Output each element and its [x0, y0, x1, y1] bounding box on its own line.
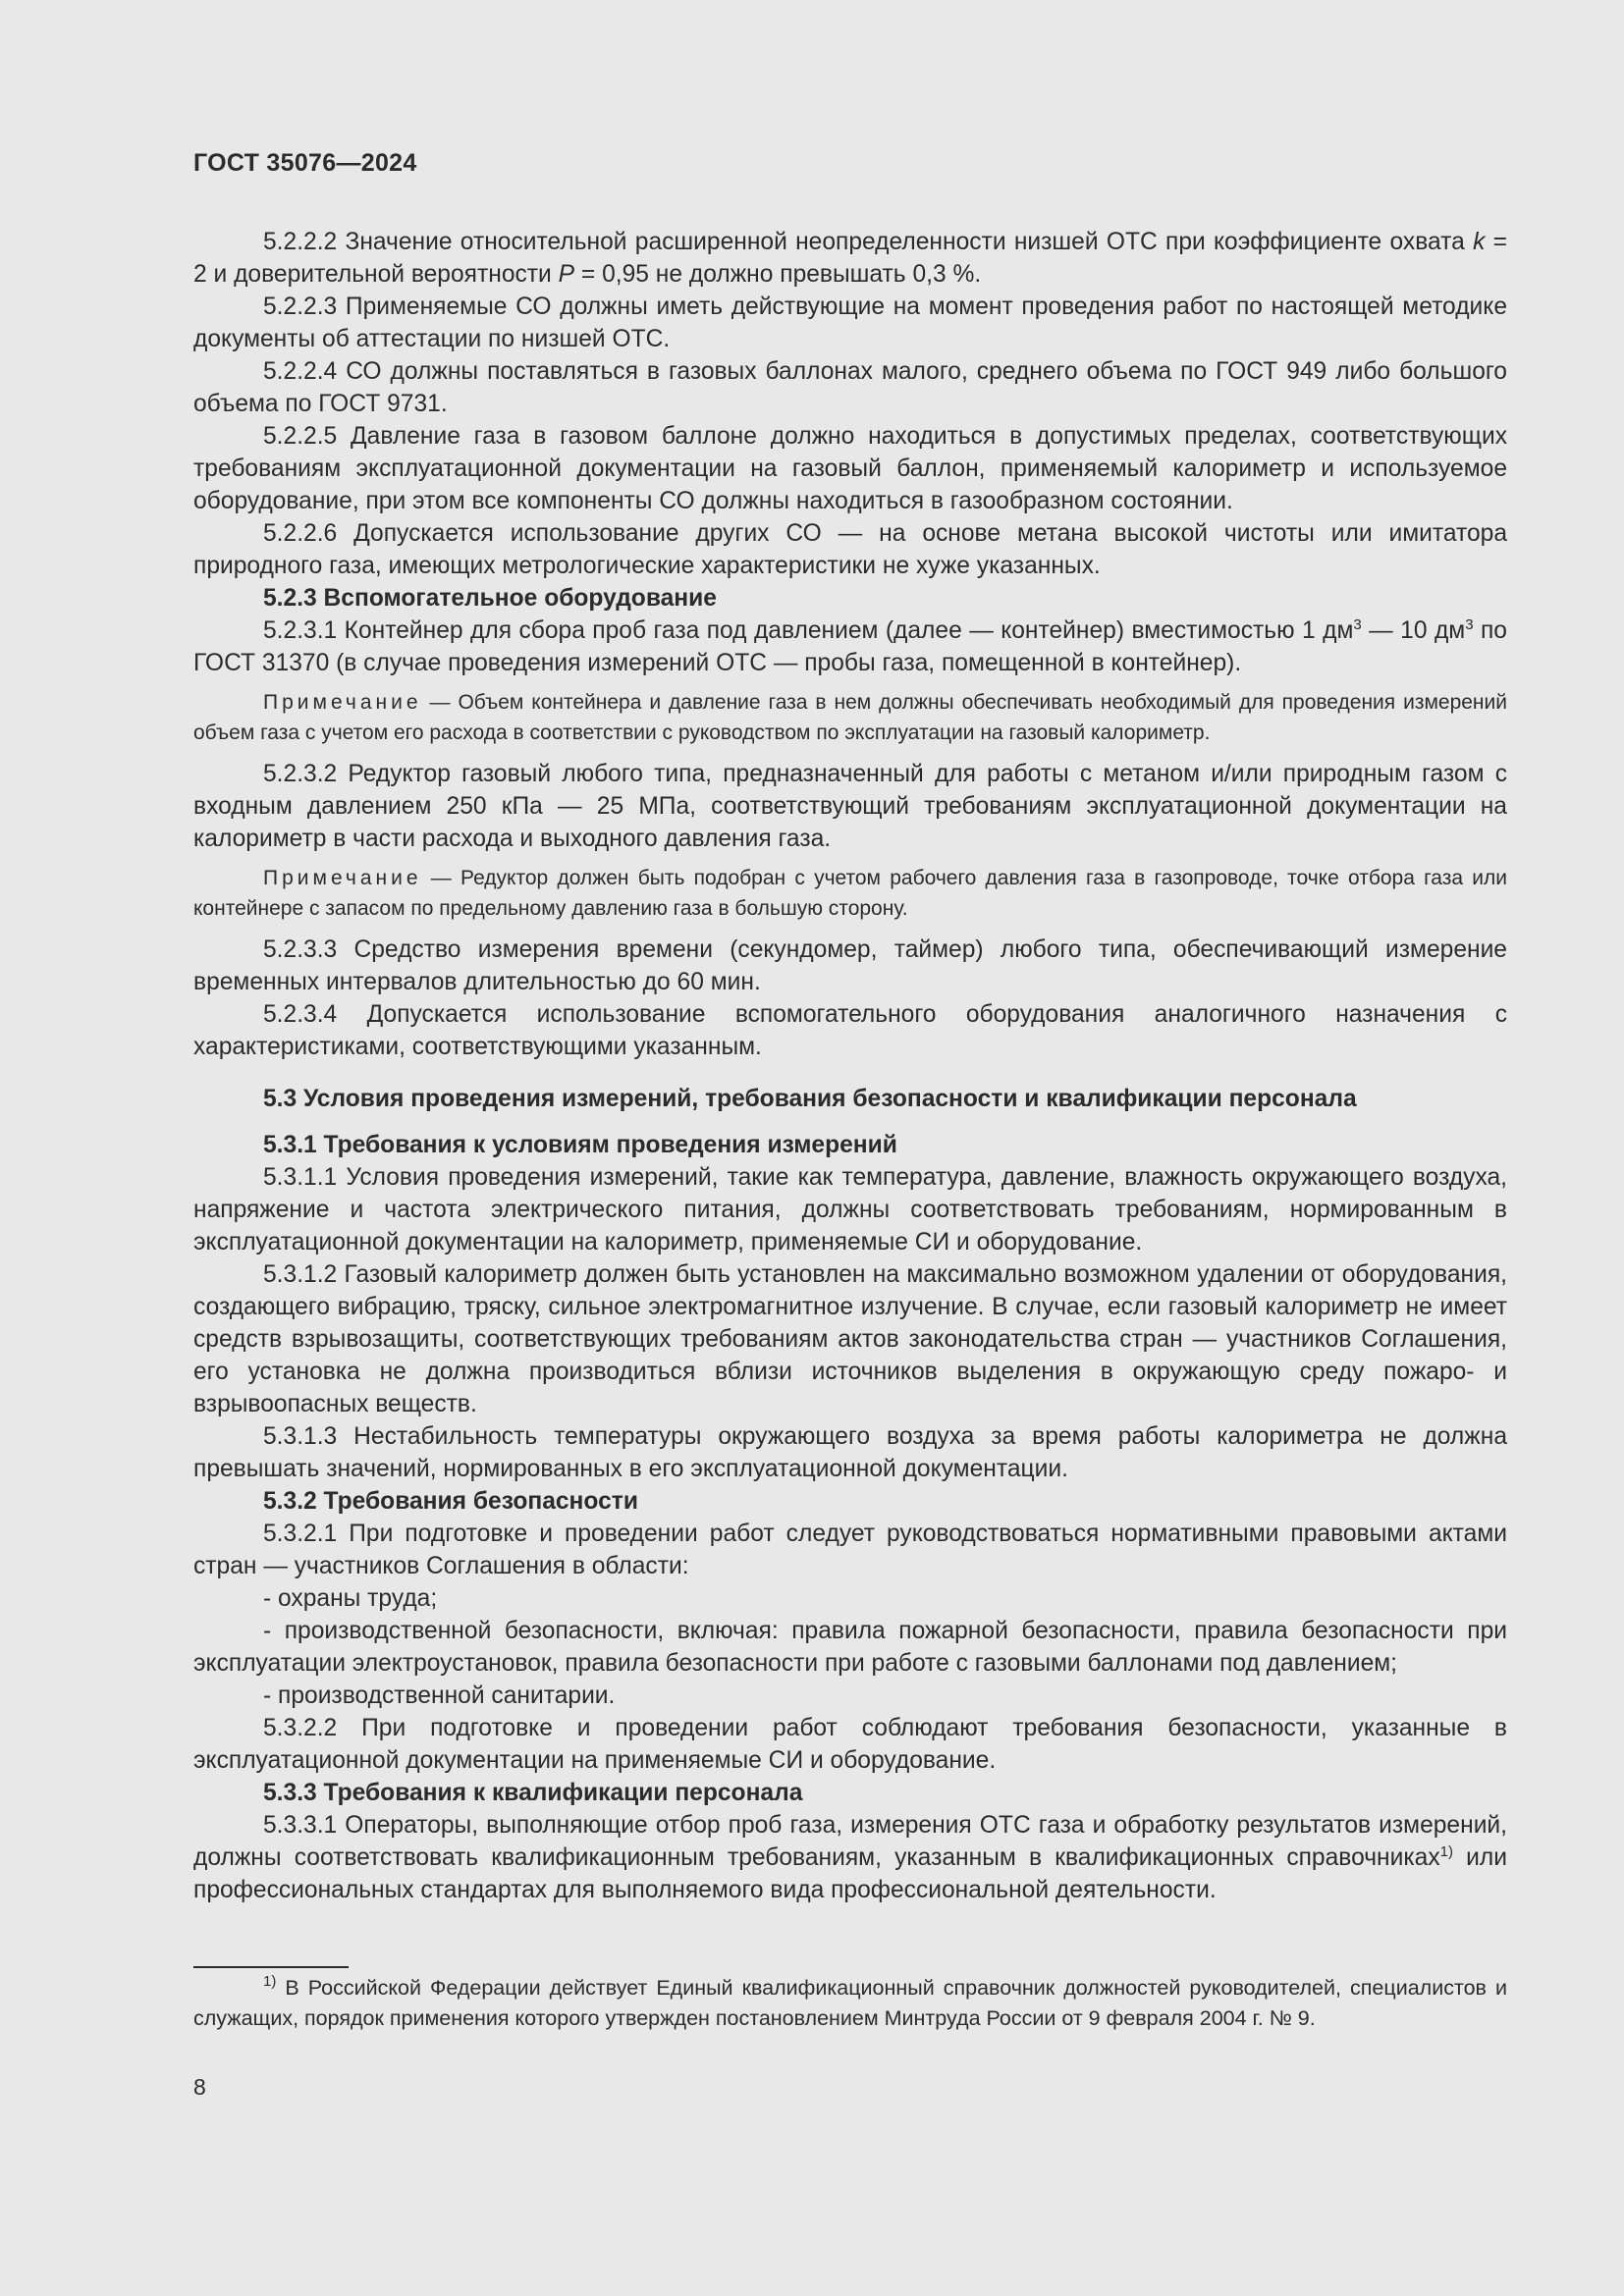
note-reducer — [193, 863, 1507, 924]
paragraph-5-3-1-2: 5.3.1.2 Газовый калориметр должен быть установлен на максимально возможном удалении от оборудования, создающего вибрацию, тряску, сильное электромагнитное излучение. В случае, если газовый калориметр не имеет средств взрывозащиты, соответствующих требованиям актов законодательства стран — участников Соглашения, его установка не должна производиться вблизи источников выделения в окружающую среду пожаро- и взрывоопасных веществ. — [193, 1261, 1507, 1417]
footnote-text: В Российской Федерации действует Единый квалификационный справочник должностей руководителей, специалистов и служащих, порядок применения которого утвержден постановлением Минтруда России от 9 февраля 2004 г. № 9. — [193, 1976, 1507, 2030]
list-item: - производственной санитарии. — [263, 1682, 616, 1709]
paragraph-text: = 2 и доверительной вероятности — [193, 229, 1507, 288]
page-number: 8 — [193, 2074, 206, 2100]
paragraph-5-2-2-2 — [193, 226, 1507, 291]
list-item: - охраны труда; — [263, 1585, 438, 1612]
paragraph-text: или профессиональных стандартах для выполняемого вида профессиональной деятельности. — [193, 1844, 1507, 1903]
note-label: Примечание — [263, 867, 422, 889]
paragraph-text: по ГОСТ 31370 (в случае проведения измерений ОТС — пробы газа, помещенной в контейнер). — [193, 617, 1507, 676]
paragraph-5-3-2-1: 5.3.2.1 При подготовке и проведении работ следует руководствоваться нормативными правовыми актами стран — участников Соглашения в области: — [193, 1521, 1507, 1579]
document-header: ГОСТ 35076—2024 — [193, 149, 417, 177]
superscript: 3 — [1353, 616, 1362, 633]
paragraph-text: — 10 дм — [1361, 617, 1466, 644]
heading-5-3-1: 5.3.1 Требования к условиям проведения измерений — [263, 1132, 897, 1158]
footnote-reference: 1) — [1439, 1843, 1453, 1860]
footnote — [193, 1973, 1507, 2034]
symbol-p: P — [558, 261, 575, 288]
paragraph-5-2-3-2: 5.2.3.2 Редуктор газовый любого типа, предназначенный для работы с метаном и/или природным газом с входным давлением 250 кПа — 25 МПа, соответствующий требованиям эксплуатационной документации на калориметр в части расхода и выходного давления газа. — [193, 761, 1507, 852]
footnote-separator — [193, 1966, 349, 1968]
paragraph-text: 5.2.2.2 Значение относительной расширенной неопределенности низшей ОТС при коэффициенте охвата — [263, 229, 1474, 255]
heading-5-3-2: 5.3.2 Требования безопасности — [263, 1488, 638, 1515]
list-item: - производственной безопасности, включая: правила пожарной безопасности, правила безопасности при эксплуатации электроустановок, правила безопасности при работе с газовыми баллонами под давлением; — [193, 1618, 1507, 1677]
paragraph-5-2-2-6: 5.2.2.6 Допускается использование других СО — на основе метана высокой чистоты или имитатора природного газа, имеющих метрологические характеристики не хуже указанных. — [193, 520, 1507, 579]
paragraph-5-3-3-1 — [193, 1809, 1507, 1906]
note-container-volume — [193, 687, 1507, 748]
note-label: Примечание — [263, 691, 422, 714]
document-body — [193, 226, 1507, 1906]
heading-5-2-3: 5.2.3 Вспомогательное оборудование — [263, 585, 717, 612]
heading-5-3: 5.3 Условия проведения измерений, требования безопасности и квалификации персонала — [263, 1086, 1357, 1112]
paragraph-5-3-1-1: 5.3.1.1 Условия проведения измерений, такие как температура, давление, влажность окружающего воздуха, напряжение и частота электрического питания, должны соответствовать требованиям, нормированным в эксплуатационной документации на калориметр, применяемые СИ и оборудование. — [193, 1164, 1507, 1255]
paragraph-5-3-1-3: 5.3.1.3 Нестабильность температуры окружающего воздуха за время работы калориметра не должна превышать значений, нормированных в его эксплуатационной документации. — [193, 1423, 1507, 1482]
paragraph-text: 5.3.3.1 Операторы, выполняющие отбор проб газа, измерения ОТС газа и обработку результатов измерений, должны соответствовать квалификационным требованиям, указанным в квалификационных справочниках — [193, 1812, 1507, 1871]
paragraph-5-2-2-5: 5.2.2.5 Давление газа в газовом баллоне должно находиться в допустимых пределах, соответствующих требованиям эксплуатационной документации на газовый баллон, применяемый калориметр и используемое оборудование, при этом все компоненты СО должны находиться в газообразном состоянии. — [193, 423, 1507, 514]
paragraph-5-2-3-3: 5.2.3.3 Средство измерения времени (секундомер, таймер) любого типа, обеспечивающий измерение временных интервалов длительностью до 60 мин. — [193, 936, 1507, 995]
paragraph-5-2-2-3: 5.2.2.3 Применяемые СО должны иметь действующие на момент проведения работ по настоящей методике документы об аттестации по низшей ОТС. — [193, 294, 1507, 352]
note-text: — Редуктор должен быть подобран с учетом рабочего давления газа в газопроводе, точке отбора газа или контейнере с запасом по предельному давлению газа в большую сторону. — [193, 867, 1507, 920]
paragraph-5-2-3-1 — [193, 614, 1507, 679]
symbol-k: k — [1473, 229, 1486, 255]
paragraph-5-2-3-4: 5.2.3.4 Допускается использование вспомогательного оборудования аналогичного назначения с характеристиками, соответствующими указанным. — [193, 1001, 1507, 1060]
note-text: — Объем контейнера и давление газа в нем должны обеспечивать необходимый для проведения измерений объем газа с учетом его расхода в соответствии с руководством по эксплуатации на газовый калориметр. — [193, 691, 1507, 744]
superscript: 3 — [1465, 616, 1474, 633]
paragraph-text: = 0,95 не должно превышать 0,3 %. — [574, 261, 982, 288]
paragraph-5-2-2-4: 5.2.2.4 СО должны поставляться в газовых баллонах малого, среднего объема по ГОСТ 949 либо большого объема по ГОСТ 9731. — [193, 358, 1507, 417]
paragraph-text: 5.2.3.1 Контейнер для сбора проб газа под давлением (далее — контейнер) вместимостью 1 дм — [263, 617, 1354, 644]
footnote-marker: 1) — [263, 1973, 277, 1990]
paragraph-5-3-2-2: 5.3.2.2 При подготовке и проведении работ соблюдают требования безопасности, указанные в эксплуатационной документации на применяемые СИ и оборудование. — [193, 1715, 1507, 1774]
heading-5-3-3: 5.3.3 Требования к квалификации персонала — [263, 1780, 803, 1806]
